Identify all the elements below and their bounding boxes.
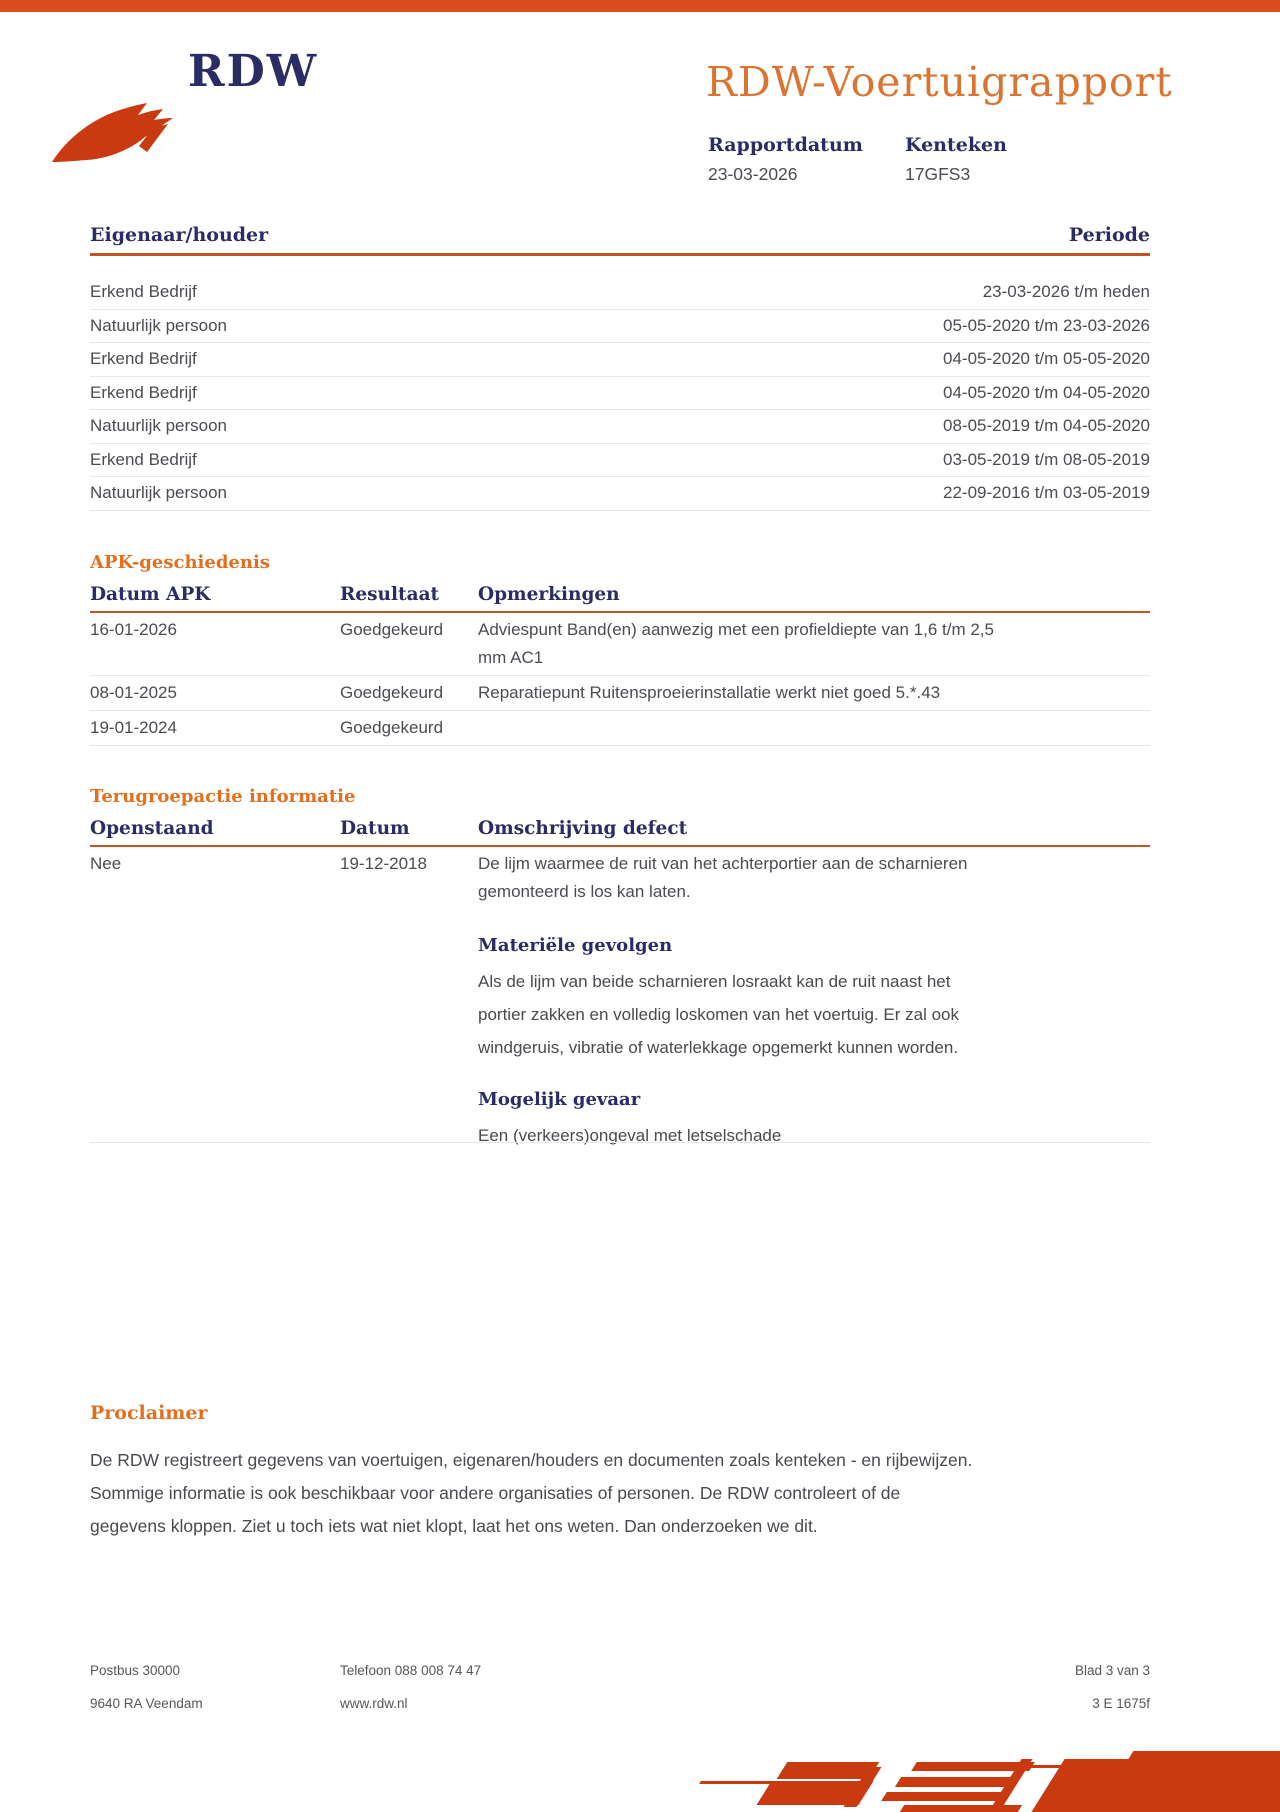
column-header-datum: Datum: [340, 818, 410, 839]
proclaimer-text: De RDW registreert gegevens van voertuigen, eigenaren/houders en documenten zoals kenteken - en rijbewijzen. Sommige informatie is ook beschikbaar voor andere organisaties of personen. De RDW controleert of de gegevens kloppen. Ziet u toch iets wat niet klopt, laat het ons weten. Dan onderzoeken we dit.: [90, 1450, 973, 1536]
table-row: [90, 276, 1150, 310]
apk-opmerkingen: [478, 714, 998, 742]
recall-table-header: [90, 818, 1150, 839]
kenteken-label: Kenteken: [905, 134, 1007, 156]
apk-datum: 16-01-2026: [90, 620, 177, 639]
apk-datum: 19-01-2024: [90, 718, 177, 737]
owner-section-title: Eigenaar/houder: [90, 224, 269, 246]
recall-omschrijving: De lijm waarmee de ruit van het achterportier aan de scharnieren gemonteerd is los kan laten.: [478, 854, 968, 901]
footer-phone: Telefoon 088 008 74 47: [340, 1663, 482, 1678]
recall-openstaand: Nee: [90, 854, 122, 873]
rdw-logo-text: RDW: [188, 46, 319, 97]
mogelijk-gevaar-text: Een (verkeers)ongeval met letselschade: [478, 1126, 782, 1145]
rdw-logo-feather-icon: [50, 82, 175, 164]
rapportdatum-value: 23-03-2026: [708, 164, 798, 184]
column-header-opmerkingen: Opmerkingen: [478, 584, 620, 605]
proclaimer-title: Proclaimer: [90, 1402, 208, 1424]
apk-resultaat: Goedgekeurd: [340, 683, 444, 702]
apk-resultaat: Goedgekeurd: [340, 718, 444, 737]
footer-website: www.rdw.nl: [340, 1696, 408, 1711]
table-row: [90, 310, 1150, 344]
owner-periode: 23-03-2026 t/m heden: [982, 282, 1150, 301]
apk-section: [90, 552, 1150, 746]
top-orange-bar: [0, 0, 1280, 12]
table-row: [90, 343, 1150, 377]
rdw-speed-stripes-graphic: [0, 1745, 1280, 1812]
recall-datum: 19-12-2018: [340, 854, 427, 873]
table-row: [90, 676, 1150, 711]
mogelijk-gevaar-title: Mogelijk gevaar: [478, 1089, 641, 1110]
recall-section-title: Terugroepactie informatie: [90, 786, 356, 807]
apk-section-title: APK-geschiedenis: [90, 552, 270, 573]
recall-details: [478, 935, 998, 1152]
owner-section: [90, 224, 1150, 511]
rapportdatum-label: Rapportdatum: [708, 134, 863, 156]
recall-section: [90, 786, 1150, 1152]
page-title: RDW-Voertuigrapport: [706, 58, 1173, 106]
periode-column-header: Periode: [1068, 224, 1150, 246]
table-row: [90, 847, 1150, 909]
owner-periode: 03-05-2019 t/m 08-05-2019: [943, 449, 1150, 469]
owner-periode: 04-05-2020 t/m 04-05-2020: [943, 382, 1150, 402]
footer-city: 9640 RA Veendam: [90, 1696, 203, 1711]
apk-opmerkingen: Reparatiepunt Ruitensproeierinstallatie werkt niet goed 5.*.43: [478, 683, 941, 702]
materiele-gevolgen-title: Materiële gevolgen: [478, 935, 673, 956]
owner-periode: 08-05-2019 t/m 04-05-2020: [943, 416, 1150, 435]
footer-doc-code: 3 E 1675f: [1092, 1696, 1150, 1711]
owner-table: [90, 276, 1150, 511]
column-header-datum-apk: Datum APK: [90, 584, 211, 605]
table-row: [90, 613, 1150, 676]
table-row: [90, 711, 1150, 746]
owner-periode: 04-05-2020 t/m 05-05-2020: [943, 349, 1150, 368]
owner-type: Erkend Bedrijf: [90, 282, 197, 301]
owner-type: Natuurlijk persoon: [90, 315, 228, 335]
section-divider: [90, 1142, 1150, 1143]
column-header-openstaand: Openstaand: [90, 818, 214, 839]
orange-rule: [90, 253, 1150, 256]
table-row: [90, 410, 1150, 444]
proclaimer-section: [90, 1402, 1150, 1543]
owner-periode: 22-09-2016 t/m 03-05-2019: [943, 483, 1150, 502]
apk-table-header: [90, 584, 1150, 605]
owner-type: Erkend Bedrijf: [90, 382, 197, 402]
owner-type: Erkend Bedrijf: [90, 449, 197, 469]
table-row: [90, 477, 1150, 511]
apk-opmerkingen: Adviespunt Band(en) aanwezig met een profieldiepte van 1,6 t/m 2,5 mm AC1: [478, 620, 994, 667]
apk-datum: 08-01-2025: [90, 683, 177, 702]
kenteken-value: 17GFS3: [905, 164, 971, 184]
owner-type: Natuurlijk persoon: [90, 483, 228, 502]
apk-resultaat: Goedgekeurd: [340, 620, 444, 639]
footer-postbus: Postbus 30000: [90, 1663, 181, 1678]
column-header-resultaat: Resultaat: [340, 584, 440, 605]
table-row: [90, 444, 1150, 478]
footer-page-info: Blad 3 van 3: [1074, 1663, 1150, 1678]
table-row: [90, 377, 1150, 411]
owner-periode: 05-05-2020 t/m 23-03-2026: [943, 315, 1150, 335]
owner-type: Natuurlijk persoon: [90, 416, 228, 435]
materiele-gevolgen-text: Als de lijm van beide scharnieren losraakt kan de ruit naast het portier zakken en volledig loskomen van het voertuig. Er zal ook windgeruis, vibratie of waterlekkage opgemerkt kunnen worden.: [478, 972, 959, 1057]
owner-type: Erkend Bedrijf: [90, 349, 197, 368]
rdw-logo: [50, 82, 175, 164]
column-header-omschrijving-defect: Omschrijving defect: [478, 818, 688, 839]
